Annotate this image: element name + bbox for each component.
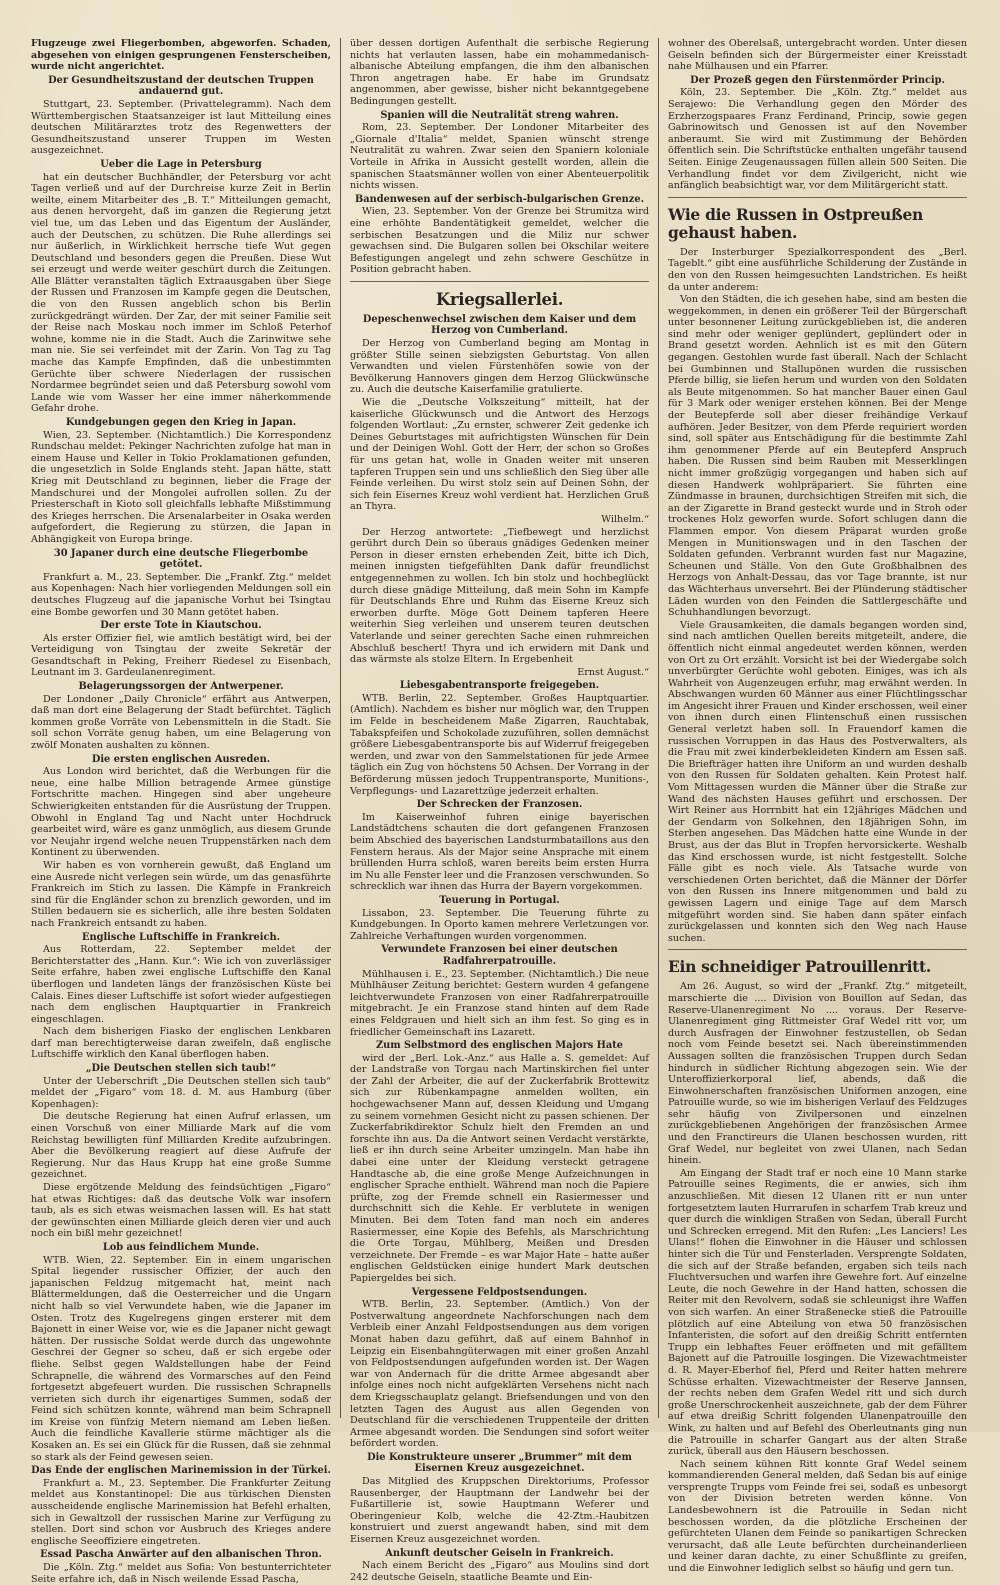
column-left [22,38,340,1585]
article-paragraph: Das Mitglied des Kruppschen Direktoriums, Professor Rausenberger, der Hauptmann der Landwehr bei der Fußartillerie ist, sowie Hauptmann Weferer und Oberingenieur Kolb, welche die 42-Ztm.-Haubitzen konstruiert und zuerst angewandt haben, sind mit dem Eisernen Kreuz ausgezeichnet worden. [350,1476,649,1546]
column-rule [668,197,967,198]
article-paragraph: WTB. Wien, 22. September. Ein in einem ungarischen Spital liegender russischer Offizier, der auch den japanischen Feldzug mitgemacht hat, meint nach Blättermeldungen, daß die Oesterreicher und die Ungarn nicht halb so viel Verwundete haben, wie die Japaner im Osten. Trotz des Kugelregens gingen ersterer mit dem Bajonett in einer Weise vor, wie es die Japaner nicht gewagt hätten. Der russische Soldat werde durch das ungewohnte Geschrei der Gegner so scheu, daß er sich ergebe oder fliehe. Selbst gegen Waldstellungen habe der Feind Schrapnelle, die während des Vormarsches auf den Feind fortgesetzt abgefeuert wurden. Die russischen Schrapnells verrieten sich durch ihr eigenartiges Summen, sodaß der Feind sich schützen konnte, während man beim Schrapnell im Kreise von fünfzig Metern niemand am Leben ließen. Auch die feindliche Kavallerie stürme mächtiger als die Kosaken an. Es sei ein Glück für die Russen, daß sie zehnmal so stark als der Feind gewesen seien. [31,1254,331,1463]
article-paragraph: Köln, 23. September. Die „Köln. Ztg.“ meldet aus Serajewo: Die Verhandlung gegen den Mörder des Erzherzogspaares Franz Ferdinand, Princip, sowie gegen Gabrinowitsch und Genossen ist auf den November anberaumt. Sie wird mit Zustimmung der Behörden öffentlich sein. Die Schriftstücke enthalten ungefähr tausend Seiten. Einige Zeugenaussagen füllen allein 500 Seiten. Die Verhandlung findet vor dem Zivilgericht, nicht wie anfänglich beabsichtigt war, vor dem Militärgericht statt. [668,87,967,192]
article-paragraph: Wien, 23. September. (Nichtamtlich.) Die Korrespondenz Rundschau meldet: Pekinger Nachrichten zufolge hat man in einem Hause und Keller in Tokio Proklamationen gefunden, die ungesetzlich in Solde Englands steht. Japan hätte, statt Krieg mit Deutschland zu beginnen, lieber die Frage der Mandschurei und der Mongolei aufrollen sollen. Zu der Priesterschaft in Kioto soll gleichfalls lebhafte Mißstimmung des Krieges herrschen. Die Arsenalarbeiter in Osaka werden aufgefordert, die Regierung zu stürzen, die Japan in Abhängigkeit von Europa bringe. [31,429,331,545]
article-paragraph: Nach einem Bericht des „Figaro“ aus Moulins sind dort 242 deutsche Geiseln, staatliche Beamte und Ein- [350,1560,649,1583]
section-heading: Kriegsallerlei. [435,289,564,309]
article-paragraph: Lissabon, 23. September. Die Teuerung führte zu Kundgebungen. In Oporto kamen mehrere Verletzungen vor. Zahlreiche Verhaftungen wurden vorgenommen. [350,907,649,942]
section-heading: Ein schneidiger Patrouillenritt. [668,957,931,977]
signature-line: Ernst August.“ [577,666,649,678]
article-subheading: Essad Pascha Anwärter auf den albanischen Thron. [40,1549,322,1561]
article-paragraph: Im Kaiserweinhof fuhren einige bayerischen Landstädtchens schauten die dort gefangenen Franzosen beim Abschied des bayerischen Landsturmbataillons aus den Fenstern heraus. Als der Major seine Ansprache mit einem brüllenden Hurra schloß, waren bereits beim ersten Hurra im Nu alle Fenster leer und die Franzosen verschwunden. So schrecklich war ihnen das Hurra der Bayern vorgekommen. [350,811,649,893]
article-paragraph: WTB. Berlin, 22. September. Großes Hauptquartier. (Amtlich). Nachdem es bisher nur möglich war, den Truppen im Felde in bescheidenem Maße Zigarren, Rauchtabak, Tabakspfeifen und Schokolade zuzuführen, sollen demnächst größere Liebesgabentransporte bis auf Widerruf freigegeben werden, und zwar von den Sammelstationen für jede Armee täglich ein Zug von höchstens 50 Achsen. Der Vorrang in der Beförderung müssen jedoch Truppentransporte, Munitions-, Verpflegungs- und Lazarettzüge jederzeit erhalten. [350,692,649,797]
article-subheading: Depeschenwechsel zwischen dem Kaiser und dem Herzog von Cumberland. [362,313,637,337]
column-rule [350,281,649,282]
article-subheading: Belagerungssorgen der Antwerpener. [78,681,284,693]
article-paragraph: Diese ergötzende Meldung des feindsüchtigen „Figaro“ hat etwas Richtiges: daß das deutsche Volk war insofern taub, als es sich etwas weismachen lassen will. Es hat statt der gewünschten einen Milliarde gleich deren vier und auch noch ein bißl mehr gezeichnet! [31,1182,331,1240]
columns [22,38,978,1585]
article-paragraph: Der Herzog antwortete: „Tiefbewegt und herzlichst gerührt durch Dein so überaus gnädiges Gedenken meiner Person in dieser ernsten erhebenden Zeit, bitte ich Dich, meinen innigsten tiefgefühlten Dank dafür freundlichst entgegennehmen zu wollen. Ich bin stolz und hochbeglückt durch diese gnädige Mitteilung, daß mein Sohn im Kampfe für Deutschlands Ehre und Ruhm das Eiserne Kreuz sich erworben durfte. Möge Gott Deinem tapferen Heere weiterhin Sieg verleihen und unserem teuren deutschen Vaterlande und seiner gerechten Sache einen ruhmreichen Abschluß beschert! Thyra und ich erwidern mit Dank und das wärmste als stolze Eltern. In Ergebenheit [350,526,649,666]
article-paragraph: Mühlhausen i. E., 23. September. (Nichtamtlich.) Die neue Mühlhäuser Zeitung berichtet: Gestern wurden 4 gefangene leichtverwundete Franzosen von einer Radfahrerpatrouille mitgebracht. Je ein Franzose stand hinten auf dem Rade eines Feldgrauen und hielt sich an ihm fest. So ging es in friedlicher Gemeinschaft ins Lazarett. [350,968,649,1038]
article-subheading: Der Schrecken der Franzosen. [416,799,583,811]
article-paragraph: Der Herzog von Cumberland beging am Montag in größter Stille seinen siebzigsten Geburtstag. Von allen Verwandten und vielen Fürstenhöfen sowie von der Bevölkerung Hannovers gingen dem Herzog Glückwünsche zu. Auch die deutsche Kaiserfamilie gratulierte. [350,338,649,396]
article-paragraph: Wien, 23. September. Von der Grenze bei Strumitza wird eine erhöhte Bandentätigkeit gemeldet, welcher die serbischen Besatzungen und die Miliz nur schwer gewachsen sind. Die Bulgaren sollen bei Okschilar weitere Befestigungen angelegt und zehn schwere Geschütze in Position gebracht haben. [350,206,649,276]
article-paragraph: Die „Köln. Ztg.“ meldet aus Sofia: Von bestunterrichteter Seite erfahre ich, daß in Nisch weilende Essad Pascha, [31,1562,331,1585]
article-subheading: Lob aus feindlichem Munde. [102,1241,260,1253]
article-subheading: Ueber die Lage in Petersburg [100,158,262,170]
article-paragraph: Die deutsche Regierung hat einen Aufruf erlassen, um einen Vorschuß von einer Milliarde Mark auf die vom Reichstag bewilligten fünf Milliarden Kredite aufzubringen. Aber die Bevölkerung reagiert auf diese Aufrufe der Regierung. Nur das Haus Krupp hat eine große Summe gezeichnet. [31,1111,331,1181]
signature-line: Wilhelm.“ [601,513,649,525]
article-paragraph: Wir haben es von vornherein gewußt, daß England um eine Ausrede nicht verlegen sein würde, um das genasführte Frankreich im Stich zu lassen. Die Kämpfe in Frankreich sind für die Engländer schon zu brenzlich geworden, und im Stillen bedauern sie es sicherlich, alle ihre besten Soldaten nach Frankreich entsandt zu haben. [31,859,331,929]
article-paragraph: Frankfurt a. M., 23. September. Die „Frankf. Ztg.“ meldet aus Kopenhagen: Nach hier vorliegenden Meldungen soll ein deutsches Flugzeug auf die japanische Vorhut bei Tsingtau eine Bombe geworfen und 30 Mann getötet haben. [31,571,331,618]
article-subheading: Spanien will die Neutralität streng wahren. [380,109,619,121]
article-subheading: Teuerung in Portugal. [439,894,560,906]
section-heading: Wie die Russen in Ostpreußen gehaust haben. [668,204,923,242]
article-paragraph: Stuttgart, 23. September. (Privattelegramm). Nach dem Württembergischen Staatsanzeiger ist laut Mitteilung eines deutschen Militärarztes trotz des Regenwetters der Gesundheitszustand unserer Truppen im Westen ausgezeichnet. [31,98,331,157]
article-paragraph: Unter der Ueberschrift „Die Deutschen stellen sich taub“ meldet der „Figaro“ vom 18. d. M. aus Hamburg (über Kopenhagen): [31,1075,331,1110]
article-paragraph: wird der „Berl. Lok.-Anz.“ aus Halle a. S. gemeldet: Auf der Landstraße von Torgau nach Martinskirchen fiel unter der Zahl der Arbeiter, die auf der Zuckerfabrik Brottewitz sich zur Rübenkampagne anmelden wollten, ein hochgewachsener Mann auf, dessen Kleidung und Umgang zu seinem vornehmen Gesicht nicht zu passen schienen. Der Zuckerfabrikdirektor Schulz hielt den Fremden an und forschte ihn aus. Da die Antwort seinen Verdacht verstärkte, ließ er ihn durch seine Arbeiter umzingeln. Man habe ihn dabei eine unter der Kleidung versteckt getragene Handtasche ab, die eine große Menge Aufzeichnungen in englischer Sprache enthielt. Während man noch die Papiere prüfte, zog der Fremde schnell ein Rasiermesser und durchschnitt sich die Kehle. Er verblutete in wenigen Minuten. Bei dem Toten fand man noch ein anderes Rasiermesser, eine Kopie des Befehls, als Marschrichtung die Orte Torgau, Mühlberg, Meißen und Dresden verzeichnete. Der Fremde – es war Major Hate – hatte außer englischen Geldstücken einige hundert Mark deutschen Papiergeldes bei sich. [350,1052,649,1284]
article-paragraph: Flugzeuge zwei Fliegerbomben, abgeworfen. Schaden, abgesehen von einigen gesprungenen Fensterscheiben, wurde nicht angerichtet. [31,38,331,73]
article-subheading: Die Konstrukteure unserer „Brummer“ mit dem Eisernen Kreuz ausgezeichnet. [367,1451,632,1475]
article-paragraph: wohner des Oberelsaß, untergebracht worden. Unter diesen Geiseln befinden sich der Bürgermeister einer Kreisstadt nahe Mülhausen und ein Pfarrer. [668,38,967,73]
column-rule [668,949,967,950]
article-paragraph: Nach dem bisherigen Fiasko der englischen Lenkbaren darf man berechtigterweise daran zweifeln, daß englische Luftschiffe wirklich den Kanal überflogen haben. [31,1026,331,1061]
article-paragraph: Frankfurt a. M., 23. September. Die Frankfurter Zeitung meldet aus Konstantinopel: Die aus türkischen Diensten ausscheidende englische Marinemission hat Befehl erhalten, sich in Gewaltzoll der russischen Marine zur Verfügung zu stellen. Dort sind schon vor Ausbruch des Krieges andere englische Seeoffiziere eingetreten. [31,1477,331,1547]
article-paragraph: Als erster Offizier fiel, wie amtlich bestätigt wird, bei der Verteidigung von Tsingtau der zweite Sekretär der Gesandtschaft in Peking, Freiherr Riedesel zu Eisenbach, Leutnant im 3. Gardeulanenregiment. [31,632,331,679]
article-subheading: Englische Luftschiffe in Frankreich. [82,931,280,943]
article-subheading: „Die Deutschen stellen sich taub!“ [85,1063,277,1075]
article-subheading: Das Ende der englischen Marinemission in der Türkei. [31,1465,331,1477]
article-subheading: Die ersten englischen Ausreden. [91,753,271,765]
article-paragraph: Am 26. August, so wird der „Frankf. Ztg.“ mitgeteilt, marschierte die .... Division von Bouillon auf Sedan, das Reserve-Ulanenregiment No .... voraus. Der Reserve-Ulanenregiment ging Rittmeister Graf Wedel ritt vor, um durch Ausfragen der Einwohner festzustellen, ob Sedan noch vom Feinde besetzt sei. Nach übereinstimmenden Aussagen sollten die französischen Truppen durch Sedan hindurch in südlicher Richtung abgezogen sein. Wie der Unteroffizierkorporal lief, abends, daß die Einwohnerschaften französischen Uniformen anzogen, eine Patrouille wurde, so wie im bisherigen Verlauf des Feldzuges sehr häufig von Zivilpersonen und einzelnen zurückgebliebenen Angehörigen der französischen Armee und den Franctireurs die Ulanen beschossen wurden, ritt Graf Wedel, nur begleitet von zwei Ulanen, nach Sedan hinein. [668,981,967,1167]
article-paragraph: Aus Rotterdam, 22. September meldet der Berichterstatter des „Hann. Kur.“: Wie ich von zuverlässiger Seite erfahre, haben zwei englische Luftschiffe den Kanal überflogen und landeten längs der französischen Küste bei Calais. Eines dieser Luftschiffe ist sofort wieder aufgestiegen nach dem englischen Hauptquartier in Frankreich eingeschlagen. [31,944,331,1025]
article-paragraph: Am Eingang der Stadt traf er noch eine 10 Mann starke Patrouille seines Regiments, die er anwies, sich ihm anzuschließen. Mit diesen 12 Ulanen ritt er nun unter fortgesetztem lauten Hurrarufen in scharfem Trab kreuz und quer durch die winkligen Straßen von Sedan, überall Furcht und Schrecken erregend. Mit den Rufen: „Les Lanciers! Les Ulans!“ flohen die Einwohner in die Häuser und schlossen hinter sich die Tür und Fensterladen. Versprengte Soldaten, die sich auf der Straße befanden, ergaben sich teils nach Fluchtversuchen und warfen ihre Gewehre fort. Auf einzelne Leute, die noch Gewehre in der Hand hatten, schossen die Reiter mit den Revolvern, sodaß sie schleunigst ihre Waffen von sich warfen. An einer Straßenecke stieß die Patrouille plötzlich auf eine Abteilung von etwa 50 französischen Infanteristen, die sofort auf den dreißig Schritt entfernten Trupp ein lebhaftes Feuer eröffneten und mit gefälltem Bajonett auf die Patrouille losgingen. Die Vizewachtmeister d. R. Mayer-Eberhof fiel, Pferd und Reiter hatten mehrere Schüsse erhalten. Vizewachtmeister der Reserve Jannsen, der rechts neben dem Grafen Wedel ritt und sich durch große Unerschrockenheit auszeichnete, gab der dem Führer auf etwa dreißig Schritt folgenden Ulanenpatrouille den Wink, zu halten und auf Befehl des Oberleutnants ging nun die Patrouille in scharfer Gangart aus der alten Straße zurück, überall aus den Häusern beschossen. [668,1167,967,1458]
article-subheading: Bandenwesen auf der serbisch-bulgarischen Grenze. [354,193,645,205]
article-subheading: Ankunft deutscher Geiseln in Frankreich. [385,1547,614,1559]
article-subheading: Verwundete Franzosen bei einer deutschen Radfahrerpatrouille. [381,944,618,967]
article-subheading: Liebesgabentransporte freigegeben. [399,680,600,692]
column-middle [340,38,658,1583]
column-right [658,38,976,1575]
article-paragraph: Aus London wird berichtet, daß die Werbungen für die neue, eine halbe Million betragende Armee günstige Fortschritte machen. Hingegen sind aber ungeheure Schwierigkeiten entstanden für die Ausrüstung der Truppen. Obwohl in England Tag und Nacht unter Hochdruck gearbeitet wird, wäre es ganz unmöglich, aus diesem Grunde vor Neujahr irgend welche neuen Truppenstärken nach dem Kontinent zu überwenden. [31,766,331,859]
article-paragraph: hat ein deutscher Buchhändler, der Petersburg vor acht Tagen verließ und auf der Durchreise kurze Zeit in Berlin weilte, einem Mitarbeiter des „B. T.“ Mitteilungen gemacht, aus denen hervorgeht, daß im ganzen die Regierung jetzt viel tue, um das Leben und das Eigentum der Ausländer, auch der Deutschen, zu schützen. Die Ruhe allerdings sei nur äußerlich, in Wirklichkeit herrsche tiefe Wut gegen Deutschland und besonders gegen die Preußen. Diese Wut sei erzeugt und werde weiter geschürt durch die Zeitungen. Alle Blätter veranstalten täglich Extraausgaben über Siege der Russen und Franzosen im Kampfe gegen die Deutschen, die von den Russen angeblich schon bis Berlin zurückgedrängt würden. Der Zar, der mit seiner Familie seit der Reise nach Moskau noch immer im Schloß Peterhof wohne, komme nie in die Stadt. Auch die Zarinwitwe sehe man nie. Sie sei verfeindet mit der Zarin. Von Tag zu Tag mache das Kampfe Empfinden, daß die unbestimmten Gerüchte über schwere Niederlagen der russischen Nordarmee begründet seien und daß Petersburg sowohl vom Lande wie vom Wasser her eine immer näherkommende Gefahr drohe. [31,171,331,415]
article-paragraph: Der Insterburger Spezialkorrespondent des „Berl. Tageblt.“ gibt eine ausführliche Schilderung der Zustände in den von den Russen heimgesuchten Landstrichen. Es heißt da unter anderem: [668,246,967,293]
article-paragraph: Wie die „Deutsche Volkszeitung“ mitteilt, hat der kaiserliche Glückwunsch und die Antwort des Herzogs folgenden Wortlaut: „Zu ernster, schwerer Zeit gedenke ich Deines Geburtstages mit aufrichtigsten Wünschen für Dein und der Deinigen Wohl. Gott der Herr, der schon so Großes für uns getan hat, wolle in Gnaden weiter mit unseren tapferen Truppen sein und uns schließlich den Sieg über alle Feinde verleihen. Du wirst stolz sein auf Deinen Sohn, der sich fein Eisernes Kreuz wohl verdient hat. Herzlichen Gruß an Thyra. [350,397,649,513]
article-subheading: Der Gesundheitszustand der deutschen Truppen andauernd gut. [48,74,314,98]
article-subheading: Vergessene Feldpostsendungen. [411,1286,588,1298]
article-subheading: 30 Japaner durch eine deutsche Fliegerbombe getötet. [53,547,309,571]
article-paragraph: Nach seinem kühnen Ritt konnte Graf Wedel seinem kommandierenden General melden, daß Sedan bis auf einige versprengte Trupps vom Feinde frei sei, sodaß es unbesorgt von der Division betreten werden könne. Von Landesbewohnern ist die Patrouille in Sedan nicht beschossen worden, da die plötzliche Erscheinen der gefürchteten Ulanen dem Feinde so panikartigen Schrecken verursacht, daß alle Leute befürchten durcheinanderlieen und keiner daran dachte, zu einer Schußflinte zu greifen, und die Einwohner lediglich selbst so häufig und gern tun. [668,1458,967,1575]
article-subheading: Der erste Tote in Kiautschou. [100,620,262,632]
article-paragraph: Von den Städten, die ich gesehen habe, sind am besten die weggekommen, in denen ein größerer Teil der Bürgerschaft unter besonnener Leitung zurückgeblieben ist, die anderen sind mehr oder weniger geplündert, geplündert oder in Brand gesetzt worden. Aehnlich ist es mit den Gütern gegangen. Gestohlen wurde fast überall. Nach der Schlacht bei Gumbinnen und Stallupönen wurden die russischen Pferde billig, sie liefen herum und wurden von den Soldaten als Beute mitgenommen. So hat mancher Bauer einen Gaul für 3 Mark oder weniger erstehen können. Bei der Menge der Beutepferde soll aber dieser freihändige Verkauf aufhören. Jeder Besitzer, von dem Pferde requiriert worden sind, soll später aus Entschädigung für die bestimmte Zahl ihm genommener Pferde auf ein Beutepferd Anspruch haben. Die Russen sind beim Rauben mit Messerklingen nicht immer großzügig vorgegangen und haben sich auf diesen Handwerk wohlpräpariert. Sie führten eine Zündmasse in braunen, durchsichtigen Streifen mit sich, die an der Zigarette in Brand gesteckt wurde und in Stroh oder trockenes Holz geworfen wurde. Sofort schlugen dann die Flammen empor. Von diesem Präparat wurden große Mengen in Munitionswagen und in den Taschen der Soldaten gefunden. Verbrannt wurden fast nur Magazine, Scheunen und Ställe. Von den Gute Großbhalbnen des Herzogs von Anhalt-Dessau, das vor Tage brannte, ist nur das Wächterhaus unversehrt. Bei der Plünderung städtischer Läden wurden von den Feinden die Sattlergeschäfte und Schuhhandlungen bevorzugt. [668,294,967,619]
article-subheading: Kundgebungen gegen den Krieg in Japan. [65,417,297,428]
article-paragraph: Viele Grausamkeiten, die damals begangen worden sind, sind nach amtlichen Quellen bereits mitgeteilt, andere, die öffentlich nicht einmal angedeutet werden können, werden von Ort zu Ort erzählt. Vorsicht ist bei der Wiedergabe solch unverbürgter Gerüchte wohl geboten. Einiges, was ich als Wahrheit von Augenzeugen erfuhr, mag erwähnt werden. In Abschwangen wurden 60 Männer aus einer Flüchtlingsschar im Angesicht ihrer Frauen und Kinder erschossen, weil einer von ihnen durch einen Flintenschuß einen russischen General verletzt haben soll. In Frauendorf kamen die russischen Vorruppen in das Haus des Postverwalters, als die Frau mit zwei kinderbekleideten Kindern am Essen saß. Die Briefträger hatten ihre Uniform an und wurden deshalb von den Russen für Soldaten gehalten. Kein Protest half. Vom Mittagessen wurden die Männer über die Straße zur Wand des nächsten Hauses geführt und erschossen. Der Wirt Reiner aus Horrnbitt hat ein 12jähriges Mädchen und der Gendarm von Solkehnen, den 18jährigen Sohn, im Sterben angesehen. Das Mädchen hatte eine Wunde in der Brust, aus der das Blut in Tropfen hervorsickerte. Weshalb das Kind erschossen wurde, ist nicht festgestellt. Solche Fälle gibt es noch viele. Als Tatsache wurde von verschiedenen Orten berichtet, daß die Männer der Dörfer von den Russen ins Innere mitgenommen und bald zu gewissen Lagern und einige Tage auf dem Marsch mitgeführt worden sind. Sie haben dann später einfach zurückgelassen und konnten sich den Weg nach Hause suchen. [668,619,967,944]
article-paragraph: Rom, 23. September. Der Londoner Mitarbeiter des „Giornale d'Italia“ meldet, Spanien wünscht strenge Neutralität zu wahren. Zwar seien den Spaniern koloniale Vorteile in Afrika in Aussicht gestellt worden, allein die spanischen Staatsmänner wollen von einer Abenteuerpolitik nichts wissen. [350,122,649,192]
article-paragraph: Der Londoner „Daily Chronicle“ erfährt aus Antwerpen, daß man dort eine Belagerung der Stadt befürchtet. Täglich kommen große Vorräte von Lebensmitteln in die Stadt. Sie soll schon Vorräte genug haben, um eine Belagerung von zwölf Monaten aushalten zu können. [31,693,331,752]
article-paragraph: über dessen dortigen Aufenthalt die serbische Regierung nichts hat verlauten lassen, habe ein mohammedanisch-albanische Abteilung empfangen, die ihm den albanischen Thron angetragen habe. Er habe im Grundsatz angenommen, aber gewisse, bisher nicht bekanntgegebene Bedingungen gestellt. [350,38,649,107]
article-subheading: Der Prozeß gegen den Fürstenmörder Princip. [690,74,945,86]
article-paragraph: WTB. Berlin, 23. September. (Amtlich.) Von der Postverwaltung angeordnete Nachforschungen nach dem Verbleib einer Anzahl Feldpostsendungen aus dem vorigen Monat haben dazu geführt, daß auf einem Bahnhof in Leipzig ein Eisenbahngüterwagen mit einer großen Anzahl von Feldpostsendungen aufgefunden worden ist. Der Wagen war von Andernach für die dritte Armee abgesandt aber infolge eines noch nicht aufgeklärten Versehens nicht nach dem Kriegsschauplatz gelangt. Briefsendungen und von den letzten Tagen des August aus allen Gegenden von Deutschland für die verschiedenen Truppenteile der dritten Armee abgesandt worden. Die Sendungen sind sofort weiter befördert worden. [350,1299,649,1450]
article-subheading: Zum Selbstmord des englischen Majors Hate [375,1040,624,1052]
